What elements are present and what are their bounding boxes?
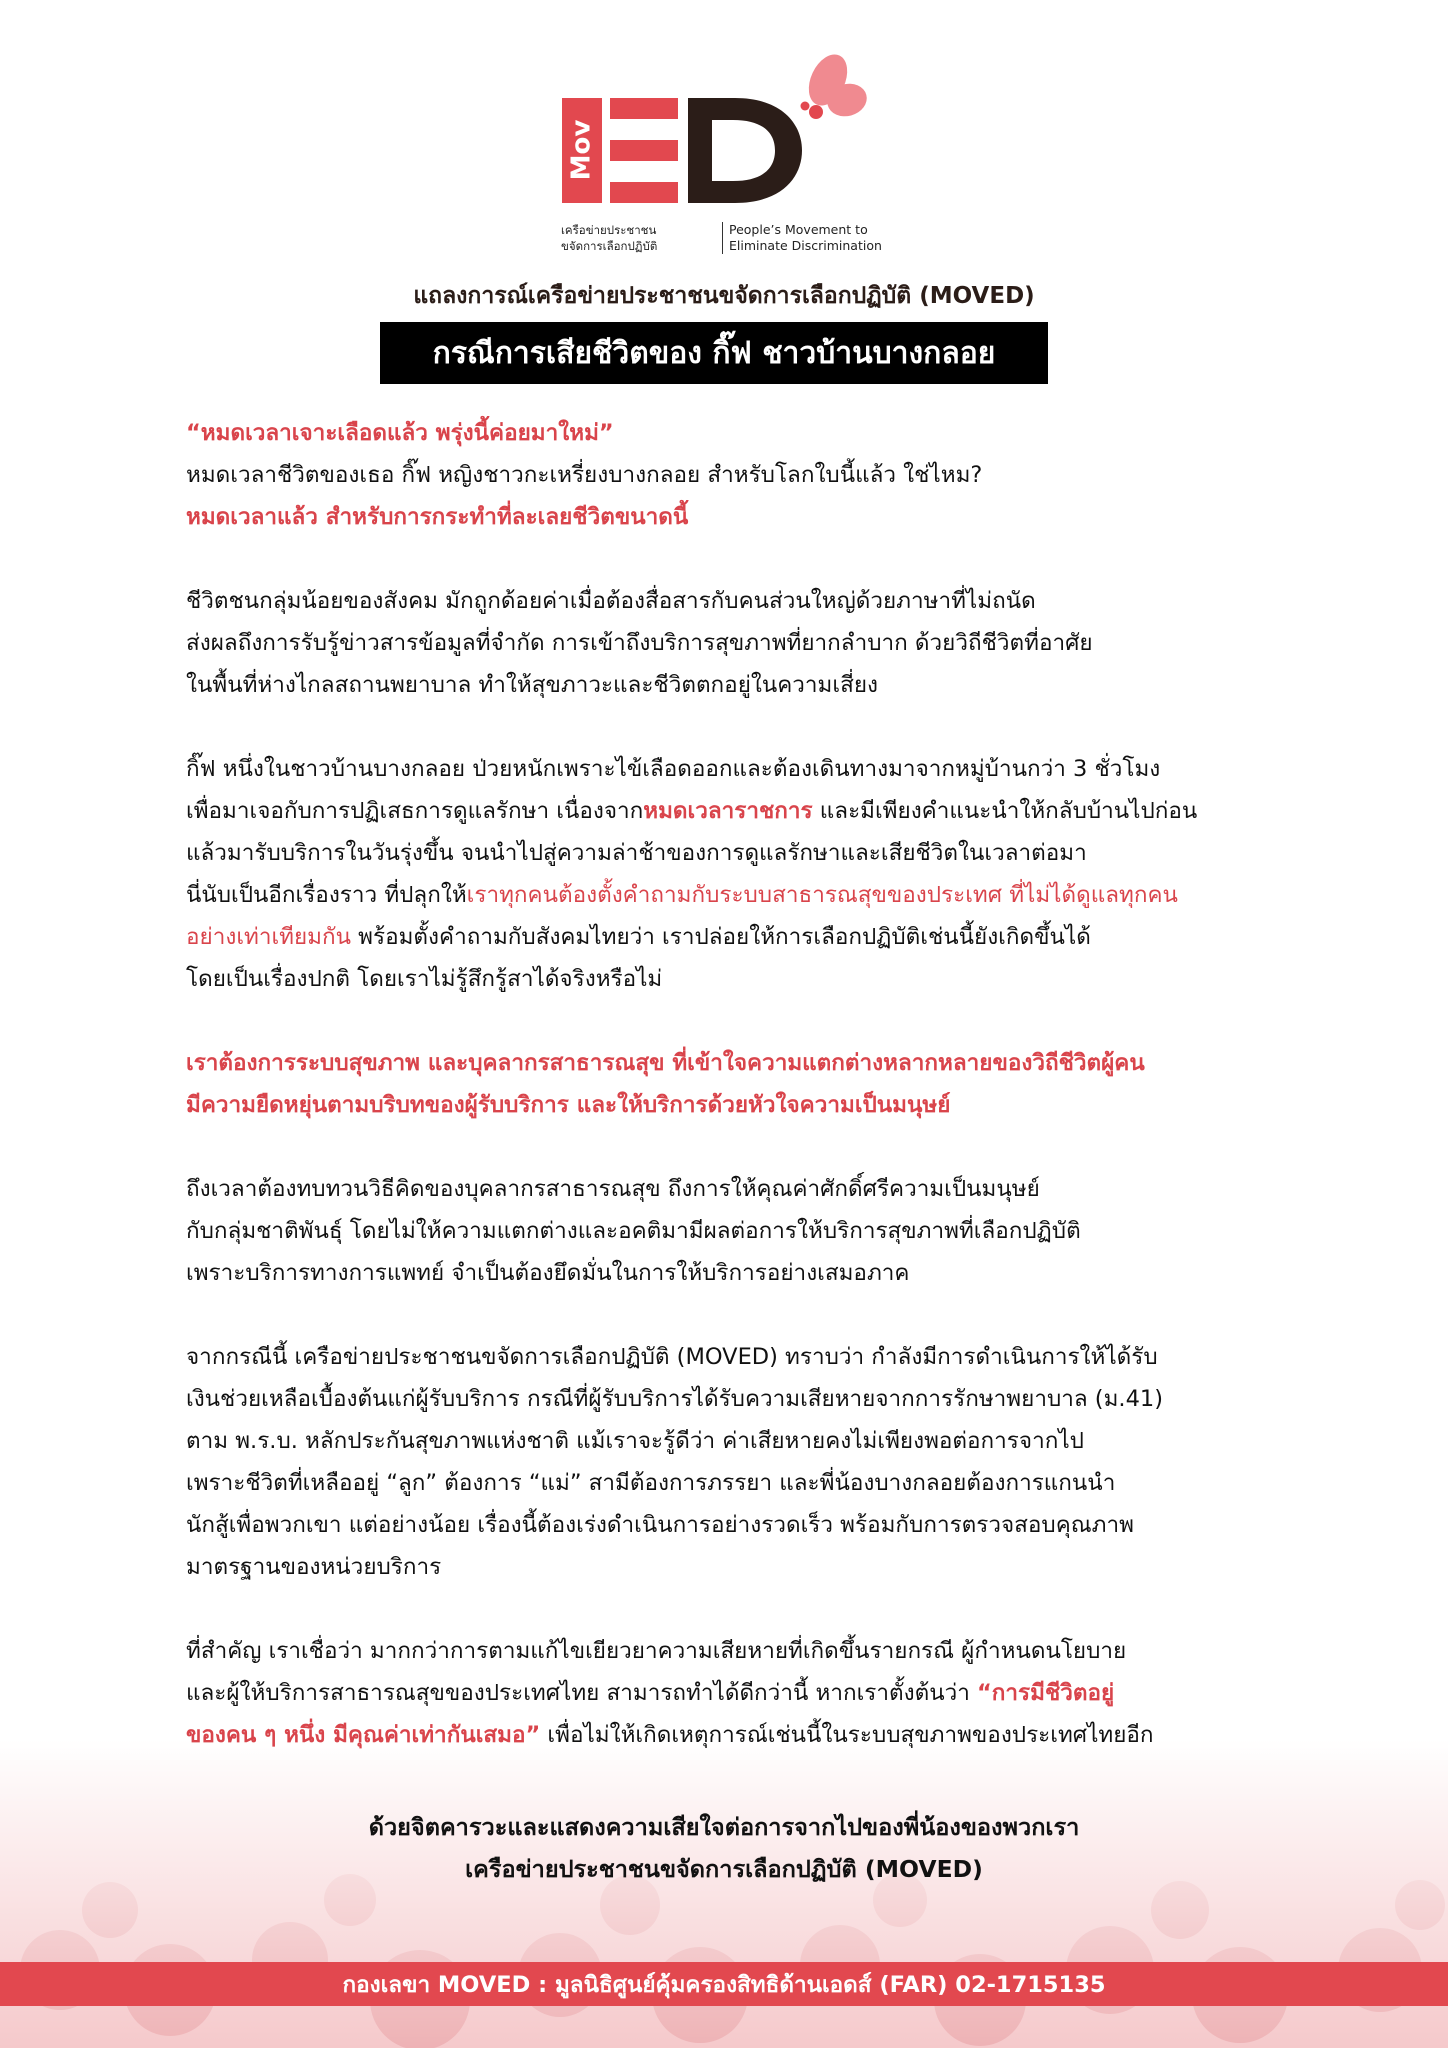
paragraph-2: [186, 580, 1346, 706]
paragraph-1: [186, 412, 1346, 538]
p3-line2c: และมีเพียงคำแนะนำให้กลับบ้านไปก่อน: [812, 798, 1198, 824]
p3-line1: กิ๊ฟ หนึ่งในชาวบ้านบางกลอย ป่วยหนักเพราะไข้เลือดออกและต้องเดินทางมาจากหมู่บ้านกว่า 3 ชั่วโมง: [186, 756, 1161, 782]
p6-line6: มาตรฐานของหน่วยบริการ: [186, 1554, 442, 1580]
p7-line3b: เพื่อไม่ให้เกิดเหตุการณ์เช่นนี้ในระบบสุขภาพของประเทศไทยอีก: [540, 1722, 1154, 1748]
paragraph-3: [186, 748, 1346, 1000]
footer-contact-text: กองเลขา MOVED : มูลนิธิศูนย์คุ้มครองสิทธิด้านเอดส์ (FAR) 02-1715135: [342, 1972, 1106, 1998]
logo-tagline-thai: [561, 222, 711, 254]
paragraph-5: [186, 1168, 1346, 1294]
p3-line3: แล้วมารับบริการในวันรุ่งขึ้น จนนำไปสู่ความล่าช้าของการดูแลรักษาและเสียชีวิตในเวลาต่อมา: [186, 840, 1087, 866]
p3-line4a: นี่นับเป็นอีกเรื่องราว ที่ปลุกให้: [186, 882, 467, 908]
logo-tagline-english-line2: Eliminate Discrimination: [729, 238, 882, 253]
p6-line3: ตาม พ.ร.บ. หลักประกันสุขภาพแห่งชาติ แม้เราจะรู้ดีว่า ค่าเสียหายคงไม่เพียงพอต่อการจากไป: [186, 1428, 1084, 1454]
p6-line2: เงินช่วยเหลือเบื้องต้นแก่ผู้รับบริการ กรณีที่ผู้รับบริการได้รับความเสียหายจากการรักษาพยาบาล (ม.41): [186, 1386, 1163, 1412]
footer-bar: [0, 1962, 1448, 2006]
statement-subtitle-box: [380, 322, 1048, 384]
paragraph-6: [186, 1336, 1346, 1588]
closing-line2: เครือข่ายประชาชนขจัดการเลือกปฏิบัติ (MOVED): [465, 1855, 983, 1883]
logo-tagline-thai-line1: เครือข่ายประชาชน: [561, 223, 657, 237]
p4-line2: มีความยืดหยุ่นตามบริบทของผู้รับบริการ และให้บริการด้วยหัวใจความเป็นมนุษย์: [186, 1092, 951, 1118]
p2-line2: ส่งผลถึงการรับรู้ข่าวสารข้อมูลที่จำกัด การเข้าถึงบริการสุขภาพที่ยากลำบาก ด้วยวิถีชีวิตที่อาศัย: [186, 630, 1093, 656]
closing-line1: ด้วยจิตคารวะและแสดงความเสียใจต่อการจากไปของพี่น้องของพวกเรา: [368, 1813, 1080, 1841]
p2-line3: ในพื้นที่ห่างไกลสถานพยาบาล ทำให้สุขภาวะและชีวิตตกอยู่ในความเสี่ยง: [186, 672, 878, 698]
p3-line6: โดยเป็นเรื่องปกติ โดยเราไม่รู้สึกรู้สาได้จริงหรือไม่: [186, 966, 663, 992]
p7-line3a: ของคน ๆ หนึ่ง มีคุณค่าเท่ากันเสมอ”: [186, 1722, 541, 1748]
logo-mov-text: Mov: [566, 119, 597, 181]
paragraph-4: [186, 1042, 1346, 1126]
p6-line1: จากกรณีนี้ เครือข่ายประชาชนขจัดการเลือกปฏิบัติ (MOVED) ทราบว่า กำลังมีการดำเนินการให้ได้รับ: [186, 1344, 1158, 1370]
p5-line3: เพราะบริการทางการแพทย์ จำเป็นต้องยึดมั่นในการให้บริการอย่างเสมอภาค: [186, 1260, 910, 1286]
closing-signature: [0, 1806, 1448, 1890]
p3-line5a: อย่างเท่าเทียมกัน: [186, 924, 352, 950]
p4-line1: เราต้องการระบบสุขภาพ และบุคลากรสาธารณสุข ที่เข้าใจความแตกต่างหลากหลายของวิถีชีวิตผู้คน: [186, 1050, 1145, 1076]
p1-line2: หมดเวลาชีวิตของเธอ กิ๊ฟ หญิงชาวกะเหรี่ยงบางกลอย สำหรับโลกใบนี้แล้ว ใช่ไหม?: [186, 462, 983, 488]
p3-line2b: หมดเวลาราชการ: [643, 798, 813, 824]
logo-tagline-thai-line2: ขจัดการเลือกปฏิบัติ: [561, 239, 658, 253]
paragraph-7: [186, 1630, 1346, 1756]
butterfly-icon: [801, 48, 871, 120]
p2-line1: ชีวิตชนกลุ่มน้อยของสังคม มักถูกด้อยค่าเมื่อต้องสื่อสารกับคนส่วนใหญ่ด้วยภาษาที่ไม่ถนัด: [186, 588, 1036, 614]
p3-line2a: เพื่อมาเจอกับการปฏิเสธการดูแลรักษา เนื่องจาก: [186, 798, 644, 824]
p1-line1: “หมดเวลาเจาะเลือดแล้ว พรุ่งนี้ค่อยมาใหม่”: [186, 420, 614, 446]
p7-line2b: “การมีชีวิตอยู่: [977, 1680, 1115, 1706]
statement-body: [186, 412, 1346, 1798]
p1-line3: หมดเวลาแล้ว สำหรับการกระทำที่ละเลยชีวิตขนาดนี้: [186, 504, 689, 530]
logo-tagline-english-line1: People’s Movement to: [729, 222, 868, 237]
p7-line1: ที่สำคัญ เราเชื่อว่า มากกว่าการตามแก้ไขเยียวยาความเสียหายที่เกิดขึ้นรายกรณี ผู้กำหนดนโยบาย: [186, 1638, 1127, 1664]
p5-line1: ถึงเวลาต้องทบทวนวิธีคิดของบุคลากรสาธารณสุข ถึงการให้คุณค่าศักดิ์ศรีความเป็นมนุษย์: [186, 1176, 1040, 1202]
statement-title: แถลงการณ์เครือข่ายประชาชนขจัดการเลือกปฏิบัติ (MOVED): [413, 283, 1035, 309]
p7-line2a: และผู้ให้บริการสาธารณสุขของประเทศไทย สามารถทำได้ดีกว่านี้ หากเราตั้งต้นว่า: [186, 1680, 977, 1706]
statement-subtitle: กรณีการเสียชีวิตของ กิ๊ฟ ชาวบ้านบางกลอย: [432, 335, 996, 371]
p5-line2: กับกลุ่มชาติพันธุ์ โดยไม่ให้ความแตกต่างและอคติมามีผลต่อการให้บริการสุขภาพที่เลือกปฏิบัติ: [186, 1218, 1081, 1244]
p3-line4b: เราทุกคนต้องตั้งคำถามกับระบบสาธารณสุขของประเทศ ที่ไม่ได้ดูแลทุกคน: [466, 882, 1178, 908]
p6-line4: เพราะชีวิตที่เหลืออยู่ “ลูก” ต้องการ “แม่” สามีต้องการภรรยา และพี่น้องบางกลอยต้องการแกนนำ: [186, 1470, 1116, 1496]
p3-line5b: พร้อมตั้งคำถามกับสังคมไทยว่า เราปล่อยให้การเลือกปฏิบัติเช่นนี้ยังเกิดขึ้นได้: [351, 924, 1091, 950]
p6-line5: นักสู้เพื่อพวกเขา แต่อย่างน้อย เรื่องนี้ต้องเร่งดำเนินการอย่างรวดเร็ว พร้อมกับการตรวจสอบคุณภาพ: [186, 1512, 1134, 1538]
logo-tagline-english: [722, 222, 899, 254]
